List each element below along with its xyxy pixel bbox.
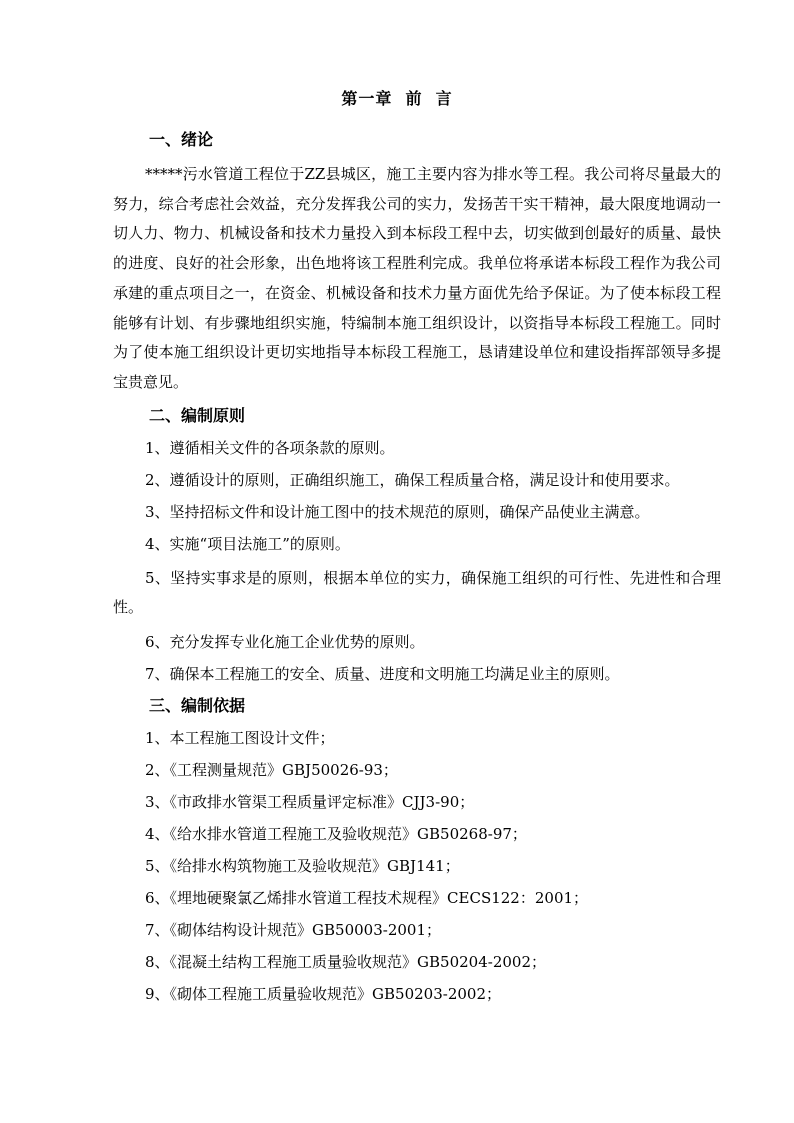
section-heading-introduction: 一、绪论	[149, 130, 214, 149]
document-body	[113, 124, 721, 1010]
basis-item: 1、本工程施工图设计文件；	[145, 729, 335, 748]
basis-item: 2、《工程测量规范》GBJ50026-93；	[145, 761, 398, 780]
introduction-paragraph: *****污水管道工程位于ZZ县城区，施工主要内容为排水等工程。我公司将尽量最大的努力，综合考虑社会效益，充分发挥我公司的实力，发扬苦干实干精神，最大限度地调动一切人力、物力、机械设备和技术力量投入到本标段工程中去，切实做到创最好的质量、最快的进度、良好的社会形象，出色地将该工程胜利完成。我单位将承诺本标段工程作为我公司承建的重点项目之一，在资金、机械设备和技术力量方面优先给予保证。为了使本标段工程能够有计划、有步骤地组织实施，特编制本施工组织设计，以资指导本标段工程施工。同时为了使本施工组织设计更切实地指导本标段工程施工，恳请建设单位和建设指挥部领导多提宝贵意见。	[113, 165, 721, 391]
basis-item: 4、《给水排水管道工程施工及验收规范》GB50268-97；	[145, 825, 527, 844]
principle-item: 5、坚持实事求是的原则，根据本单位的实力，确保施工组织的可行性、先进性和合理性。	[113, 568, 721, 617]
principle-item: 7、确保本工程施工的安全、质量、进度和文明施工均满足业主的原则。	[145, 665, 620, 684]
principle-item: 6、充分发挥专业化施工企业优势的原则。	[145, 633, 425, 652]
basis-item: 9、《砌体工程施工质量验收规范》GB50203-2002；	[145, 985, 502, 1004]
basis-item: 7、《砌体结构设计规范》GB50003-2001；	[145, 921, 442, 940]
chapter-title: 第一章 前 言	[341, 89, 453, 108]
basis-item: 5、《给排水构筑物施工及验收规范》GBJ141；	[145, 857, 460, 876]
basis-item: 3、《市政排水管渠工程质量评定标准》CJJ3-90；	[145, 793, 475, 812]
basis-item: 8、《混凝土结构工程施工质量验收规范》GB50204-2002；	[145, 953, 547, 972]
principle-item: 4、实施“项目法施工”的原则。	[145, 534, 350, 553]
principle-item: 1、遵循相关文件的各项条款的原则。	[145, 438, 395, 457]
basis-item: 6、《埋地硬聚氯乙烯排水管道工程技术规程》CECS122：2001；	[145, 889, 589, 908]
principle-item: 3、坚持招标文件和设计施工图中的技术规范的原则，确保产品使业主满意。	[145, 502, 650, 521]
section-heading-basis: 三、编制依据	[149, 696, 246, 716]
section-heading-principles: 二、编制原则	[149, 405, 246, 425]
principle-item: 2、遵循设计的原则，正确组织施工，确保工程质量合格，满足设计和使用要求。	[145, 470, 680, 489]
